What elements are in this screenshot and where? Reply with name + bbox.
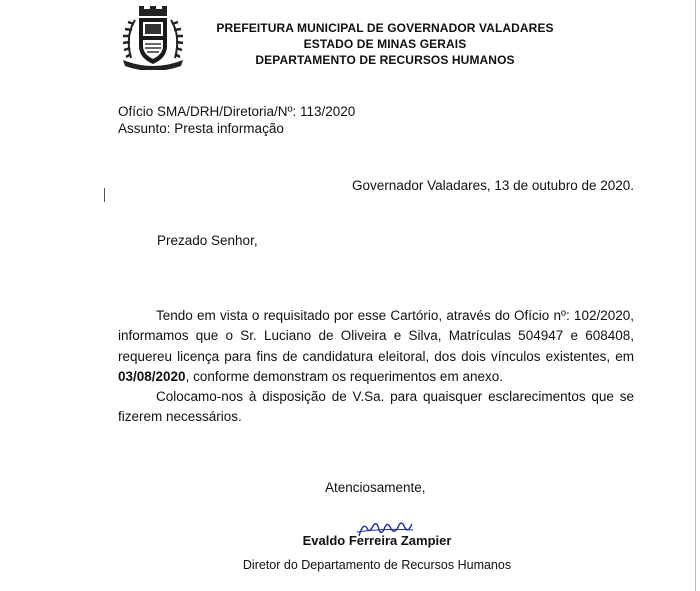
oficio-number: Ofício SMA/DRH/Diretoria/Nº: 113/2020 — [118, 104, 356, 119]
body-paragraph-2: Colocamo-nos à disposição de V.Sa. para quaisquer esclarecimentos que se fizerem necessários. — [118, 389, 634, 425]
signer-title: Diretor do Departamento de Recursos Humanos — [242, 558, 512, 572]
letterhead-state: ESTADO DE MINAS GERAIS — [303, 37, 467, 51]
leave-request-date: 03/08/2020 — [118, 368, 186, 384]
reference-block — [118, 103, 355, 137]
signature-block — [230, 532, 524, 574]
letterhead — [200, 20, 570, 68]
paragraph-1-text-end: , conforme demonstram os requerimentos em anexo. — [185, 368, 503, 384]
letterhead-municipality: PREFEITURA MUNICIPAL DE GOVERNADOR VALADARES — [216, 21, 554, 35]
municipal-coat-of-arms-icon — [117, 6, 189, 70]
signer-name: Evaldo Ferreira Zampier — [302, 533, 452, 548]
subject-line: Assunto: Presta informação — [118, 121, 284, 136]
letter-body — [118, 306, 634, 428]
closing: Atenciosamente, — [325, 480, 426, 495]
letterhead-department: DEPARTAMENTO DE RECURSOS HUMANOS — [255, 53, 515, 67]
page-edge-line — [695, 0, 696, 591]
salutation: Prezado Senhor, — [157, 233, 258, 248]
date-line: Governador Valadares, 13 de outubro de 2020. — [352, 178, 634, 193]
paragraph-1-text: Tendo em vista o requisitado por esse Cartório, através do Ofício nº: 102/2020, informamos que o Sr. Luciano de Oliveira e Silva, Matrículas 504947 e 608408, requereu licença para fins de candidatura eleitoral, dos dois vínculos existentes, em — [118, 308, 634, 364]
body-paragraph-1 — [118, 306, 634, 387]
margin-mark — [104, 188, 105, 202]
